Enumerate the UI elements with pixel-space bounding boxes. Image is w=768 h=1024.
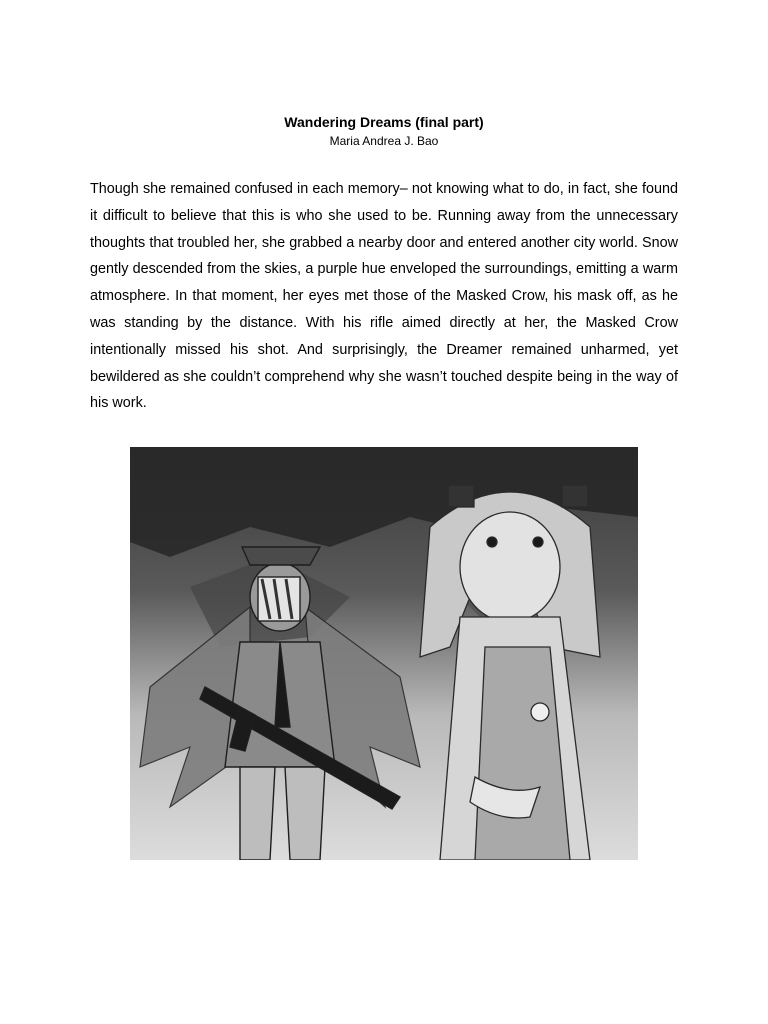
illustration-drawing	[130, 447, 638, 860]
story-paragraph: Though she remained confused in each memory– not knowing what to do, in fact, she found it difficult to believe that this is who she used to be. Running away from the unnecessary thoughts that troubled her, she grabbed a nearby door and entered another city world. Snow gently descended from the skies, a purple hue enveloped the surroundings, emitting a warm atmosphere. In that moment, her eyes met those of the Masked Crow, his mask off, as he was standing by the distance. With his rifle aimed directly at her, the Masked Crow intentionally missed his shot. And surprisingly, the Dreamer remained unharmed, yet bewildered as she couldn’t comprehend why she wasn’t touched despite being in the way of his work.	[90, 181, 678, 412]
story-illustration	[130, 447, 638, 860]
document-author: Maria Andrea J. Bao	[329, 134, 439, 148]
document-title: Wandering Dreams (final part)	[284, 114, 484, 130]
